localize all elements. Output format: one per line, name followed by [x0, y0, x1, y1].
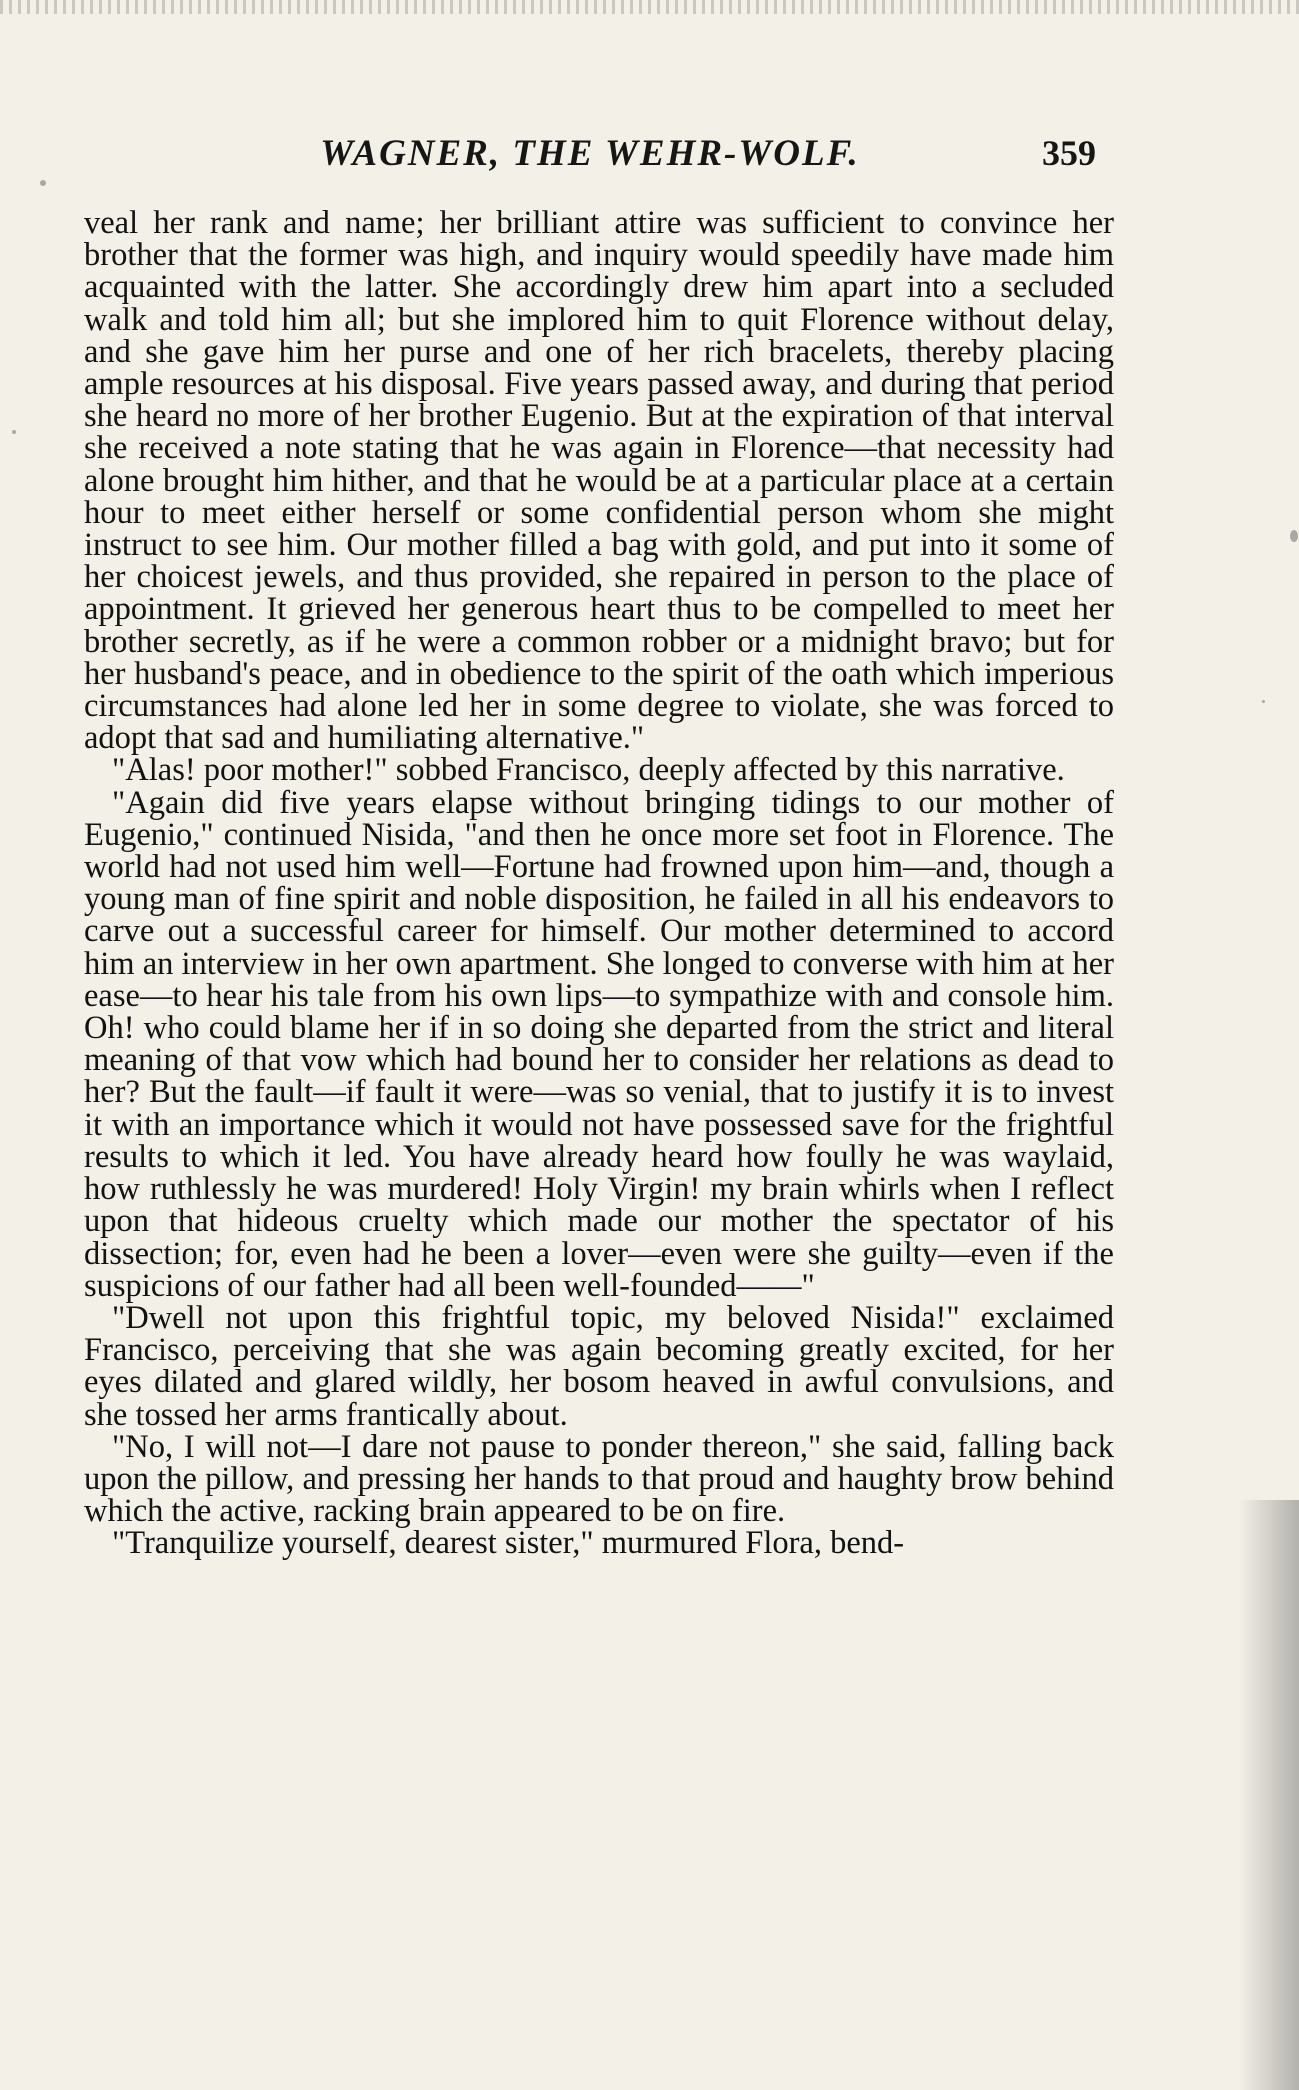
scan-edge-shadow — [1239, 1500, 1299, 2090]
paragraph-2: "Alas! poor mother!" sobbed Francisco, deeply affected by this narrative. — [112, 752, 1065, 789]
scan-speck — [12, 430, 16, 434]
running-title: WAGNER, THE WEHR-WOLF. — [320, 133, 860, 174]
page-number: 359 — [1042, 133, 1096, 173]
paragraph-6: "Tranquilize yourself, dearest sister," murmured Flora, bend- — [112, 1525, 905, 1562]
page-header — [84, 132, 1096, 182]
scan-noise-top — [0, 0, 1299, 14]
scan-speck — [1290, 530, 1298, 542]
paragraph-1: veal her rank and name; her brilliant attire was sufficient to convince her brother that the former was high, and inquiry would speedily have made him acquainted with the latter. She accordingly drew him apart into a secluded walk and told him all; but she implored him to quit Florence without delay, and she gave him her purse and one of her rich bracelets, thereby placing ample resources at his disposal. Five years passed away, and during that period she heard no more of her brother Eugenio. But at the expiration of that interval she received a note stating that he was again in Florence—that necessity had alone brought him hither, and that he would be at a particular place at a certain hour to meet either herself or some confidential person whom she might instruct to see him. Our mother filled a bag with gold, and put into it some of her choicest jewels, and thus provided, she repaired in person to the place of appointment. It grieved her generous heart thus to be compelled to meet her brother secretly, as if he were a common robber or a midnight bravo; but for her husband's peace, and in obedience to the spirit of the oath which imperious circumstances had alone led her in some degree to violate, she was forced to adopt that sad and humiliating alternative." — [84, 205, 1114, 757]
scan-speck — [40, 180, 46, 186]
body-text — [84, 207, 1114, 1560]
scan-speck — [1262, 700, 1265, 703]
paragraph-3: "Again did five years elapse without bringing tidings to our mother of Eugenio," continued Nisida, "and then he once more set foot in Florence. The world had not used him well—Fortune had frowned upon him—and, though a young man of fine spirit and noble disposition, he failed in all his endeavors to carve out a successful career for himself. Our mother determined to accord him an interview in her own apartment. She longed to converse with him at her ease—to hear his tale from his own lips—to sympathize with and console him. Oh! who could blame her if in so doing she departed from the strict and literal meaning of that vow which had bound her to consider her relations as dead to her? But the fault—if fault it were—was so venial, that to justify it is to invest it with an importance which it would not have possessed save for the frightful results to which it led. You have already heard how foully he was waylaid, how ruthlessly he was murdered! Holy Virgin! my brain whirls when I reflect upon that hideous cruelty which made our mother the spectator of his dissection; for, even had he been a lover—even were she guilty—even if the suspicions of our father had all been well-founded——" — [84, 784, 1114, 1304]
paragraph-4: "Dwell not upon this frightful topic, my beloved Nisida!" exclaimed Francisco, perceiving that she was again becoming greatly excited, for her eyes dilated and glared wildly, her bosom heaved in awful convulsions, and she tossed her arms frantically about. — [84, 1299, 1114, 1433]
paragraph-5: "No, I will not—I dare not pause to ponder thereon," she said, falling back upon the pillow, and pressing her hands to that proud and haughty brow behind which the active, racking brain appeared to be on fire. — [84, 1428, 1114, 1530]
